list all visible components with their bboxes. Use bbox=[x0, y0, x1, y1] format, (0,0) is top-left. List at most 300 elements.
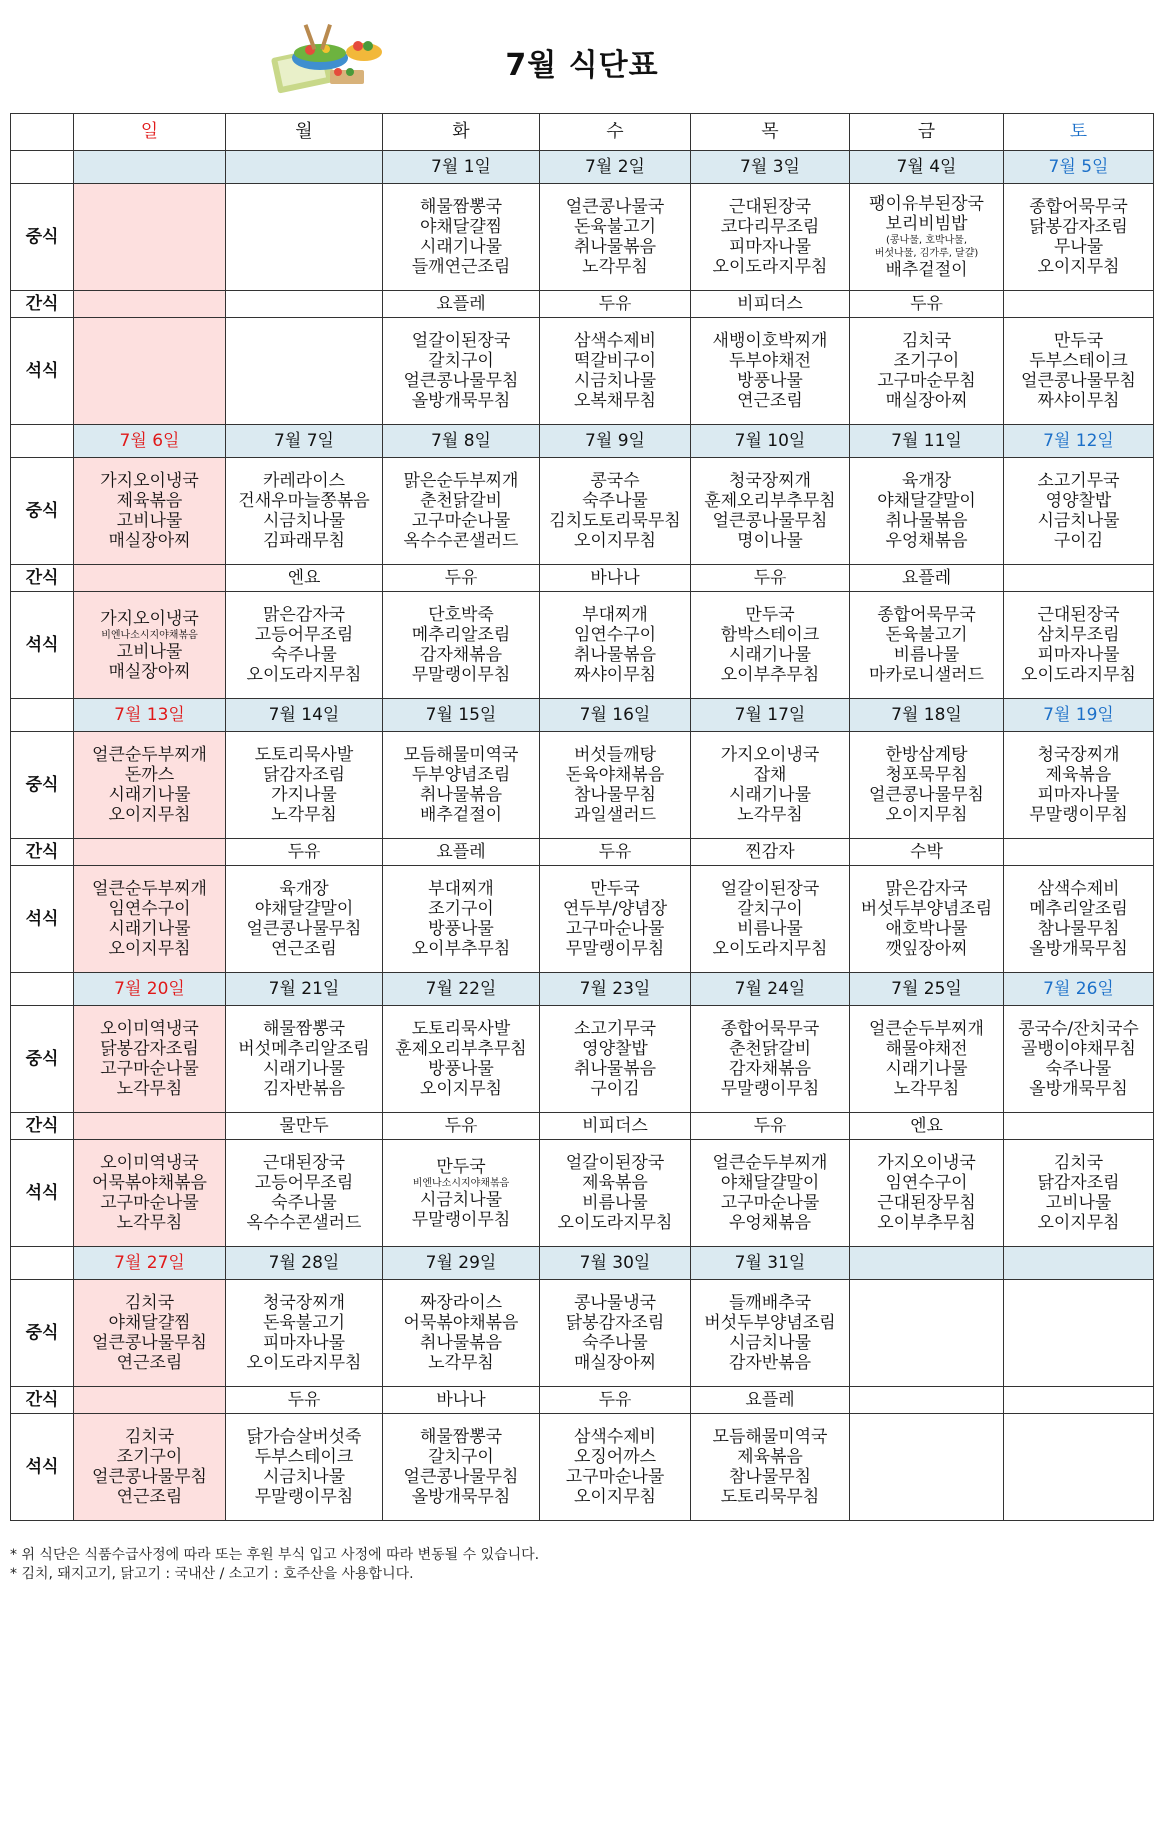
dish-item: 훈제오리부추무침 bbox=[395, 1039, 527, 1059]
footnote-origin: * 김치, 돼지고기, 닭고기 : 국내산 / 소고기 : 호주산을 사용합니다. bbox=[10, 1566, 414, 1582]
date-row-label bbox=[11, 151, 74, 184]
dish-item: 시금치나물 bbox=[262, 511, 346, 531]
dish-item: 고구마순나물 bbox=[565, 919, 665, 939]
snack-cell-mon: 두유 bbox=[226, 839, 383, 866]
dish-item: 매실장아찌 bbox=[885, 391, 968, 411]
dish-item: 비름나물 bbox=[893, 645, 960, 665]
date-cell-fri bbox=[850, 1247, 1004, 1280]
dish-item: 근대된장무침 bbox=[877, 1193, 976, 1213]
dish-item: 얼갈이된장국 bbox=[720, 879, 820, 899]
dish-item: 배추겉절이 bbox=[419, 805, 503, 825]
dish-item: 오이지무침 bbox=[573, 531, 657, 551]
snack-cell-sat bbox=[1004, 565, 1154, 592]
dish-item: 버섯두부양념조림 bbox=[860, 899, 993, 919]
snack-cell-fri: 요플레 bbox=[850, 565, 1004, 592]
dish-item: 모듬해물미역국 bbox=[712, 1427, 828, 1447]
dish-item: 돈육불고기 bbox=[885, 625, 968, 645]
date-cell-wed: 7월 30일 bbox=[540, 1247, 691, 1280]
date-cell-mon: 7월 14일 bbox=[226, 699, 383, 732]
dinner-cell-wed bbox=[540, 1414, 691, 1521]
date-row bbox=[11, 151, 1154, 184]
dish-item: 오이지무침 bbox=[885, 805, 968, 825]
dish-item: 두부스테이크 bbox=[1029, 351, 1128, 371]
dish-item: 짜샤이무침 bbox=[1037, 391, 1120, 411]
date-cell-tue: 7월 22일 bbox=[383, 973, 540, 1006]
dish-item: 고구마순나물 bbox=[100, 1193, 199, 1213]
dish-item: 조기구이 bbox=[893, 351, 960, 371]
dish-item: 청국장찌개 bbox=[262, 1293, 346, 1313]
dish-item: 배추겉절이 bbox=[885, 260, 968, 280]
dish-item: 얼큰콩나물무침 bbox=[712, 511, 828, 531]
snack-cell-wed: 바나나 bbox=[540, 565, 691, 592]
dish-item: 숙주나물 bbox=[582, 491, 648, 511]
dish-item: 오이지무침 bbox=[419, 1079, 503, 1099]
dish-item: 고등어무조림 bbox=[254, 625, 354, 645]
date-cell-thu: 7월 24일 bbox=[691, 973, 850, 1006]
dish-item: 고구마순나물 bbox=[100, 1059, 199, 1079]
dish-item: 시래기나물 bbox=[728, 645, 812, 665]
dish-item: 가지오이냉국 bbox=[100, 471, 199, 491]
dish-item: 도토리묵사발 bbox=[411, 1019, 511, 1039]
dish-item: 김치국 bbox=[124, 1293, 175, 1313]
dish-item: 콩국수/잔치국수 bbox=[1018, 1019, 1139, 1039]
corner-cell bbox=[11, 114, 74, 151]
dish-item: 돈육야채볶음 bbox=[565, 765, 665, 785]
snack-cell-sun bbox=[74, 1387, 226, 1414]
dish-item: 버섯두부양념조림 bbox=[704, 1313, 836, 1333]
snack-cell-thu: 비피더스 bbox=[691, 291, 850, 318]
dish-item: 버섯들깨탕 bbox=[573, 745, 657, 765]
dinner-cell-sat bbox=[1004, 1414, 1154, 1521]
date-cell-thu: 7월 10일 bbox=[691, 425, 850, 458]
dish-item: 고구마순나물 bbox=[411, 511, 511, 531]
dish-item: 고비나물 bbox=[116, 641, 183, 662]
dinner-row bbox=[11, 866, 1154, 973]
dish-item: 들깨연근조림 bbox=[411, 257, 511, 277]
lunch-cell-thu bbox=[691, 1006, 850, 1113]
dish-item: 연근조림 bbox=[271, 939, 337, 959]
dish-item: 제육볶음 bbox=[582, 1173, 648, 1193]
snack-cell-wed: 비피더스 bbox=[540, 1113, 691, 1140]
dish-item: 모듬해물미역국 bbox=[403, 745, 519, 765]
snack-cell-sun bbox=[74, 291, 226, 318]
dish-item: 노각무침 bbox=[737, 805, 803, 825]
snack-cell-mon: 엔요 bbox=[226, 565, 383, 592]
dish-item: 부대찌개 bbox=[428, 879, 494, 899]
dish-item: 해물짬뽕국 bbox=[419, 1427, 503, 1447]
footnote-supply: * 위 식단은 식품수급사정에 따라 또는 후원 부식 입고 사정에 따라 변동될 수 있습니다. bbox=[10, 1547, 540, 1563]
snack-row bbox=[11, 1113, 1154, 1140]
footnotes bbox=[10, 1546, 539, 1584]
dish-item: 명이나물 bbox=[737, 531, 803, 551]
snack-cell-sun bbox=[74, 839, 226, 866]
lunch-cell-wed bbox=[540, 1280, 691, 1387]
page-title: 7월 식단표 bbox=[505, 48, 659, 83]
dish-item: 한방삼계탕 bbox=[885, 745, 968, 765]
dinner-cell-fri bbox=[850, 866, 1004, 973]
dish-item: 팽이유부된장국 bbox=[869, 194, 984, 214]
date-row bbox=[11, 973, 1154, 1006]
dish-item: 시금치나물 bbox=[419, 1189, 503, 1210]
dinner-cell-fri bbox=[850, 1414, 1004, 1521]
snack-label: 간식 bbox=[11, 565, 74, 592]
snack-cell-fri: 엔요 bbox=[850, 1113, 1004, 1140]
date-cell-sun: 7월 27일 bbox=[74, 1247, 226, 1280]
dish-item: 콩나물냉국 bbox=[573, 1293, 657, 1313]
dish-item: 비엔나소시지야채볶음 bbox=[101, 629, 198, 641]
dish-item: 오이도라지무침 bbox=[712, 257, 828, 277]
dish-item: 연근조림 bbox=[116, 1487, 183, 1507]
lunch-cell-sun bbox=[74, 1280, 226, 1387]
lunch-cell-tue bbox=[383, 184, 540, 291]
date-cell-sat: 7월 12일 bbox=[1004, 425, 1154, 458]
dish-item: 야채달걀말이 bbox=[254, 899, 354, 919]
lunch-cell-thu bbox=[691, 1280, 850, 1387]
dish-item: 김치도토리묵무침 bbox=[549, 511, 681, 531]
dish-item: 무말랭이무침 bbox=[411, 665, 511, 685]
dish-item: 김파래무침 bbox=[262, 531, 346, 551]
date-cell-tue: 7월 29일 bbox=[383, 1247, 540, 1280]
dish-item: 올방개묵무침 bbox=[1029, 1079, 1128, 1099]
date-cell-wed: 7월 2일 bbox=[540, 151, 691, 184]
dinner-cell-fri bbox=[850, 318, 1004, 425]
dish-item: 우엉채볶음 bbox=[728, 1213, 812, 1233]
dish-item: 청국장찌개 bbox=[1037, 745, 1120, 765]
dish-item: 과일샐러드 bbox=[573, 805, 657, 825]
date-cell-tue: 7월 15일 bbox=[383, 699, 540, 732]
dish-item: 숙주나물 bbox=[271, 1193, 337, 1213]
dish-item: 방풍나물 bbox=[428, 919, 494, 939]
dish-item: 훈제오리부추무침 bbox=[704, 491, 836, 511]
dish-item: 노각무침 bbox=[116, 1213, 183, 1233]
lunch-cell-wed bbox=[540, 184, 691, 291]
dinner-cell-thu bbox=[691, 1140, 850, 1247]
lunch-row bbox=[11, 1006, 1154, 1113]
dish-item: 조기구이 bbox=[428, 899, 494, 919]
dish-item: 임연수구이 bbox=[885, 1173, 968, 1193]
dish-item: 근대된장국 bbox=[1037, 605, 1120, 625]
dish-item: 오이지무침 bbox=[108, 805, 191, 825]
dish-item: (콩나물, 호박나물, bbox=[885, 235, 968, 246]
snack-cell-tue: 요플레 bbox=[383, 839, 540, 866]
dish-item: 구이김 bbox=[590, 1079, 640, 1099]
dinner-cell-thu bbox=[691, 1414, 850, 1521]
dish-item: 얼큰순두부찌개 bbox=[869, 1019, 984, 1039]
lunch-cell-thu bbox=[691, 458, 850, 565]
dish-item: 고비나물 bbox=[1045, 1193, 1112, 1213]
dish-item: 삼색수제비 bbox=[1037, 879, 1120, 899]
lunch-label: 중식 bbox=[11, 1006, 74, 1113]
lunch-cell-mon bbox=[226, 1006, 383, 1113]
snack-cell-sat bbox=[1004, 1113, 1154, 1140]
date-cell-thu: 7월 3일 bbox=[691, 151, 850, 184]
dish-item: 오이부추무침 bbox=[720, 665, 820, 685]
dish-item: 시래기나물 bbox=[108, 919, 191, 939]
dish-item: 노각무침 bbox=[271, 805, 337, 825]
dish-item: 김자반볶음 bbox=[262, 1079, 346, 1099]
dish-item: 버섯나물, 김가루, 달걀) bbox=[874, 248, 979, 259]
dish-item: 함박스테이크 bbox=[720, 625, 820, 645]
dish-item: 얼큰콩나물무침 bbox=[92, 1333, 207, 1353]
dish-item: 시금치나물 bbox=[1037, 511, 1120, 531]
date-row bbox=[11, 425, 1154, 458]
dish-item: 얼큰순두부찌개 bbox=[92, 879, 207, 899]
dish-item: 종합어묵무국 bbox=[877, 605, 976, 625]
dish-item: 새뱅이호박찌개 bbox=[712, 331, 828, 351]
weekday-sunday: 일 bbox=[74, 114, 226, 151]
dish-item: 매실장아찌 bbox=[573, 1353, 657, 1373]
snack-cell-tue: 두유 bbox=[383, 565, 540, 592]
dish-item: 떡갈비구이 bbox=[573, 351, 657, 371]
snack-cell-sat bbox=[1004, 1387, 1154, 1414]
date-cell-thu: 7월 31일 bbox=[691, 1247, 850, 1280]
snack-label: 간식 bbox=[11, 291, 74, 318]
dish-item: 노각무침 bbox=[428, 1353, 494, 1373]
dish-item: 육개장 bbox=[901, 471, 952, 491]
lunch-cell-wed bbox=[540, 732, 691, 839]
dish-item: 감자채볶음 bbox=[419, 645, 503, 665]
dish-item: 무말랭이무침 bbox=[1029, 805, 1128, 825]
dish-item: 무말랭이무침 bbox=[565, 939, 665, 959]
dish-item: 맑은순두부찌개 bbox=[403, 471, 519, 491]
dinner-label: 석식 bbox=[11, 866, 74, 973]
dish-item: 노각무침 bbox=[582, 257, 648, 277]
date-row bbox=[11, 1247, 1154, 1280]
weekday-friday: 금 bbox=[850, 114, 1004, 151]
dish-item: 제육볶음 bbox=[116, 491, 183, 511]
dinner-row bbox=[11, 592, 1154, 699]
dish-item: 방풍나물 bbox=[737, 371, 803, 391]
dish-item: 소고기무국 bbox=[1037, 471, 1120, 491]
dish-item: 가지오이냉국 bbox=[100, 608, 199, 629]
dish-item: 도토리묵사발 bbox=[254, 745, 354, 765]
lunch-cell-sat bbox=[1004, 732, 1154, 839]
dish-item: 카레라이스 bbox=[262, 471, 346, 491]
snack-cell-sun bbox=[74, 1113, 226, 1140]
dish-item: 노각무침 bbox=[116, 1079, 183, 1099]
dish-item: 매실장아찌 bbox=[108, 531, 191, 551]
dish-item: 옥수수콘샐러드 bbox=[246, 1213, 362, 1233]
dish-item: 오이미역냉국 bbox=[100, 1153, 199, 1173]
date-cell-fri: 7월 4일 bbox=[850, 151, 1004, 184]
dish-item: 시금치나물 bbox=[573, 371, 657, 391]
dish-item: 제육볶음 bbox=[1045, 765, 1112, 785]
dish-item: 취나물볶음 bbox=[573, 645, 657, 665]
date-cell-fri: 7월 18일 bbox=[850, 699, 1004, 732]
dinner-cell-wed bbox=[540, 318, 691, 425]
dish-item: 닭봉감자조림 bbox=[565, 1313, 665, 1333]
dish-item: 야채달걀말이 bbox=[720, 1173, 820, 1193]
dish-item: 갈치구이 bbox=[428, 1447, 494, 1467]
dish-item: 근대된장국 bbox=[262, 1153, 346, 1173]
dish-item: 오이도라지무침 bbox=[246, 1353, 362, 1373]
dinner-cell-tue bbox=[383, 318, 540, 425]
dinner-cell-tue bbox=[383, 592, 540, 699]
dish-item: 얼큰순두부찌개 bbox=[712, 1153, 828, 1173]
dish-item: 비엔나소시지야채볶음 bbox=[412, 1177, 510, 1189]
lunch-row bbox=[11, 184, 1154, 291]
dish-item: 해물짬뽕국 bbox=[262, 1019, 346, 1039]
dish-item: 감자채볶음 bbox=[728, 1059, 812, 1079]
dish-item: 구이김 bbox=[1053, 531, 1104, 551]
lunch-cell-mon bbox=[226, 458, 383, 565]
dish-item: 가지나물 bbox=[271, 785, 337, 805]
dish-item: 오이부추무침 bbox=[877, 1213, 976, 1233]
lunch-cell-fri bbox=[850, 732, 1004, 839]
dish-item: 고구마순무침 bbox=[877, 371, 976, 391]
lunch-cell-sun bbox=[74, 184, 226, 291]
dish-item: 피마자나물 bbox=[728, 237, 812, 257]
dish-item: 얼큰순두부찌개 bbox=[92, 745, 207, 765]
dish-item: 야채달걀찜 bbox=[419, 217, 503, 237]
snack-row bbox=[11, 565, 1154, 592]
dish-item: 맑은감자국 bbox=[262, 605, 346, 625]
dinner-cell-sun bbox=[74, 318, 226, 425]
dish-item: 피마자나물 bbox=[262, 1333, 346, 1353]
lunch-label: 중식 bbox=[11, 1280, 74, 1387]
snack-label: 간식 bbox=[11, 839, 74, 866]
dinner-cell-thu bbox=[691, 592, 850, 699]
lunch-cell-sat bbox=[1004, 1006, 1154, 1113]
date-cell-wed: 7월 16일 bbox=[540, 699, 691, 732]
dish-item: 오이지무침 bbox=[108, 939, 191, 959]
dish-item: 두부양념조림 bbox=[411, 765, 511, 785]
dish-item: 올방개묵무침 bbox=[1029, 939, 1128, 959]
dish-item: 닭감자조림 bbox=[1037, 1173, 1120, 1193]
dinner-cell-sat bbox=[1004, 592, 1154, 699]
dish-item: 김치국 bbox=[901, 331, 952, 351]
dish-item: 고구마순나물 bbox=[565, 1467, 665, 1487]
dish-item: 닭가슴살버섯죽 bbox=[246, 1427, 362, 1447]
dish-item: 들깨배추국 bbox=[728, 1293, 812, 1313]
lunch-cell-mon bbox=[226, 184, 383, 291]
date-cell-tue: 7월 8일 bbox=[383, 425, 540, 458]
snack-cell-sat bbox=[1004, 291, 1154, 318]
dish-item: 청국장찌개 bbox=[728, 471, 812, 491]
dish-item: 시래기나물 bbox=[885, 1059, 968, 1079]
lunch-cell-mon bbox=[226, 732, 383, 839]
snack-cell-sun bbox=[74, 565, 226, 592]
dinner-cell-fri bbox=[850, 592, 1004, 699]
snack-cell-mon bbox=[226, 291, 383, 318]
date-row-label bbox=[11, 973, 74, 1006]
date-cell-sun bbox=[74, 151, 226, 184]
dinner-cell-mon bbox=[226, 866, 383, 973]
lunch-cell-mon bbox=[226, 1280, 383, 1387]
snack-cell-tue: 두유 bbox=[383, 1113, 540, 1140]
dinner-label: 석식 bbox=[11, 318, 74, 425]
lunch-cell-fri bbox=[850, 184, 1004, 291]
date-row-label bbox=[11, 1247, 74, 1280]
date-cell-fri: 7월 25일 bbox=[850, 973, 1004, 1006]
dish-item: 시래기나물 bbox=[419, 237, 503, 257]
dish-item: 두부야채전 bbox=[728, 351, 812, 371]
dish-item: 취나물볶음 bbox=[573, 1059, 657, 1079]
lunch-cell-fri bbox=[850, 1006, 1004, 1113]
snack-row bbox=[11, 1387, 1154, 1414]
dish-item: 얼갈이된장국 bbox=[565, 1153, 665, 1173]
dish-item: 시금치나물 bbox=[728, 1333, 812, 1353]
dish-item: 매실장아찌 bbox=[108, 661, 191, 682]
lunch-cell-thu bbox=[691, 184, 850, 291]
dish-item: 연근조림 bbox=[737, 391, 803, 411]
snack-cell-thu: 두유 bbox=[691, 1113, 850, 1140]
dish-item: 메추리알조림 bbox=[411, 625, 511, 645]
lunch-cell-sun bbox=[74, 1006, 226, 1113]
weekday-tuesday: 화 bbox=[383, 114, 540, 151]
dish-item: 무말랭이무침 bbox=[720, 1079, 820, 1099]
dish-item: 닭감자조림 bbox=[262, 765, 346, 785]
dish-item: 어묵볶야채볶음 bbox=[92, 1173, 207, 1193]
dish-item: 시래기나물 bbox=[108, 785, 191, 805]
dish-item: 야채달걀말이 bbox=[877, 491, 976, 511]
dish-item: 참나물무침 bbox=[573, 785, 657, 805]
snack-cell-wed: 두유 bbox=[540, 1387, 691, 1414]
dish-item: 춘천닭갈비 bbox=[419, 491, 503, 511]
dinner-cell-mon bbox=[226, 1140, 383, 1247]
dish-item: 얼큰콩나물무침 bbox=[403, 371, 519, 391]
dish-item: 근대된장국 bbox=[728, 197, 812, 217]
dish-item: 만두국 bbox=[436, 1156, 486, 1177]
dish-item: 종합어묵무국 bbox=[1029, 197, 1128, 217]
dinner-row bbox=[11, 318, 1154, 425]
dish-item: 무말랭이무침 bbox=[411, 1209, 511, 1230]
dish-item: 조기구이 bbox=[116, 1447, 183, 1467]
dish-item: 건새우마늘쫑볶음 bbox=[238, 491, 370, 511]
dinner-label: 석식 bbox=[11, 1414, 74, 1521]
dish-item: 가지오이냉국 bbox=[720, 745, 820, 765]
dish-item: 갈치구이 bbox=[737, 899, 803, 919]
dish-item: 어묵볶야채볶음 bbox=[403, 1313, 519, 1333]
dish-item: 두부스테이크 bbox=[254, 1447, 354, 1467]
snack-cell-thu: 찐감자 bbox=[691, 839, 850, 866]
dinner-cell-tue bbox=[383, 1140, 540, 1247]
dish-item: 감자반볶음 bbox=[728, 1353, 812, 1373]
dish-item: 소고기무국 bbox=[573, 1019, 657, 1039]
dinner-cell-sat bbox=[1004, 866, 1154, 973]
lunch-row bbox=[11, 732, 1154, 839]
dish-item: 참나물무침 bbox=[728, 1467, 812, 1487]
dish-item: 애호박나물 bbox=[885, 919, 968, 939]
menu-table bbox=[10, 113, 1154, 1521]
weekday-saturday: 토 bbox=[1004, 114, 1154, 151]
snack-cell-fri: 두유 bbox=[850, 291, 1004, 318]
snack-cell-sat bbox=[1004, 839, 1154, 866]
snack-cell-mon: 두유 bbox=[226, 1387, 383, 1414]
menu-table-body bbox=[11, 114, 1154, 1521]
weekday-wednesday: 수 bbox=[540, 114, 691, 151]
dinner-cell-sun bbox=[74, 592, 226, 699]
snack-cell-wed: 두유 bbox=[540, 839, 691, 866]
dinner-cell-wed bbox=[540, 592, 691, 699]
dish-item: 야채달걀찜 bbox=[108, 1313, 191, 1333]
snack-cell-thu: 요플레 bbox=[691, 1387, 850, 1414]
date-row bbox=[11, 699, 1154, 732]
dinner-cell-wed bbox=[540, 866, 691, 973]
snack-cell-tue: 요플레 bbox=[383, 291, 540, 318]
dish-item: 오복채무침 bbox=[573, 391, 657, 411]
dish-item: 오이미역냉국 bbox=[100, 1019, 199, 1039]
snack-row bbox=[11, 291, 1154, 318]
lunch-cell-tue bbox=[383, 1006, 540, 1113]
dish-item: 옥수수콘샐러드 bbox=[403, 531, 519, 551]
dish-item: 마카로니샐러드 bbox=[869, 665, 984, 685]
lunch-cell-wed bbox=[540, 458, 691, 565]
dish-item: 육개장 bbox=[279, 879, 329, 899]
dinner-cell-sun bbox=[74, 1140, 226, 1247]
lunch-cell-fri bbox=[850, 1280, 1004, 1387]
dinner-cell-mon bbox=[226, 592, 383, 699]
